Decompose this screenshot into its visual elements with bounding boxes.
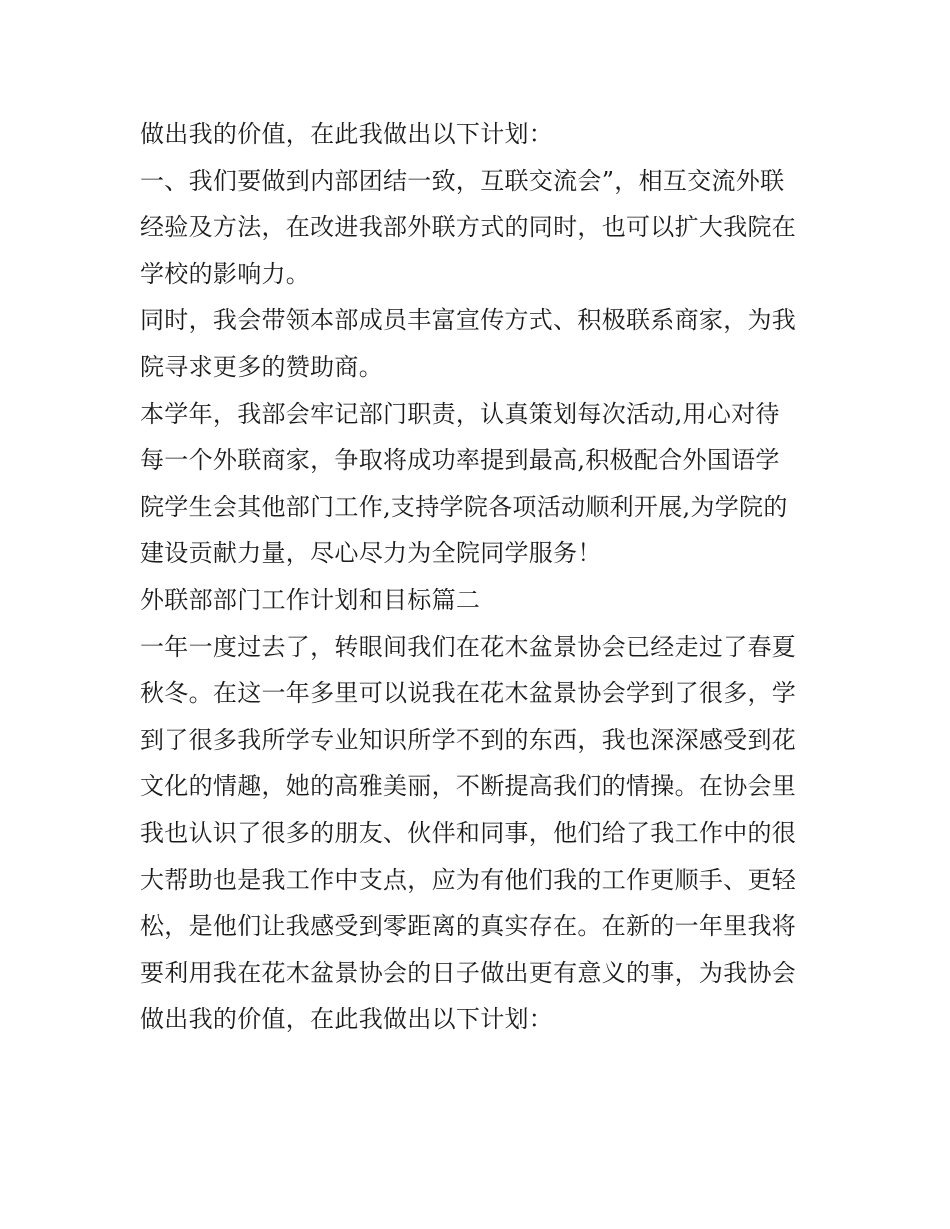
text-line: 同时，我会带领本部成员丰富宣传方式、积极联系商家，为我 bbox=[140, 306, 797, 335]
text-line: 大帮助也是我工作中支点，应为有他们我的工作更顺手、更轻 bbox=[140, 865, 797, 894]
text-line: 做出我的价值，在此我做出以下计划： bbox=[140, 1005, 554, 1034]
text-line: 做出我的价值，在此我做出以下计划： bbox=[140, 120, 554, 148]
text-line: 要利用我在花木盆景协会的日子做出更有意义的事，为我协会 bbox=[140, 958, 797, 987]
text-line: 我也认识了很多的朋友、伙伴和同事，他们给了我工作中的很 bbox=[140, 818, 797, 847]
text-line: 建设贡献力量，尽心尽力为全院同学服务！ bbox=[140, 539, 602, 568]
text-line: 到了很多我所学专业知识所学不到的东西，我也深深感受到花 bbox=[140, 725, 797, 754]
text-line: 一、我们要做到内部团结一致，互联交流会”，相互交流外联 bbox=[140, 166, 785, 195]
body-text bbox=[140, 111, 812, 1043]
text-line: 松，是他们让我感受到零距离的真实存在。在新的一年里我将 bbox=[140, 912, 797, 941]
section-heading: 外联部部门工作计划和目标篇二 bbox=[140, 585, 481, 614]
text-line: 院学生会其他部门工作,支持学院各项活动顺利开展,为学院的 bbox=[140, 492, 788, 521]
text-line: 学校的影响力。 bbox=[140, 259, 311, 288]
text-line: 经验及方法，在改进我部外联方式的同时，也可以扩大我院在 bbox=[140, 213, 797, 242]
text-line: 文化的情趣，她的高雅美丽，不断提高我们的情操。在协会里 bbox=[140, 772, 797, 801]
text-line: 院寻求更多的赞助商。 bbox=[140, 352, 383, 381]
text-line: 本学年，我部会牢记部门职责，认真策划每次活动,用心对待 bbox=[140, 399, 780, 428]
text-line: 一年一度过去了，转眼间我们在花木盆景协会已经走过了春夏 bbox=[140, 632, 797, 661]
text-line: 秋冬。在这一年多里可以说我在花木盆景协会学到了很多，学 bbox=[140, 679, 797, 708]
text-line: 每一个外联商家，争取将成功率提到最高,积极配合外国语学 bbox=[140, 446, 780, 475]
